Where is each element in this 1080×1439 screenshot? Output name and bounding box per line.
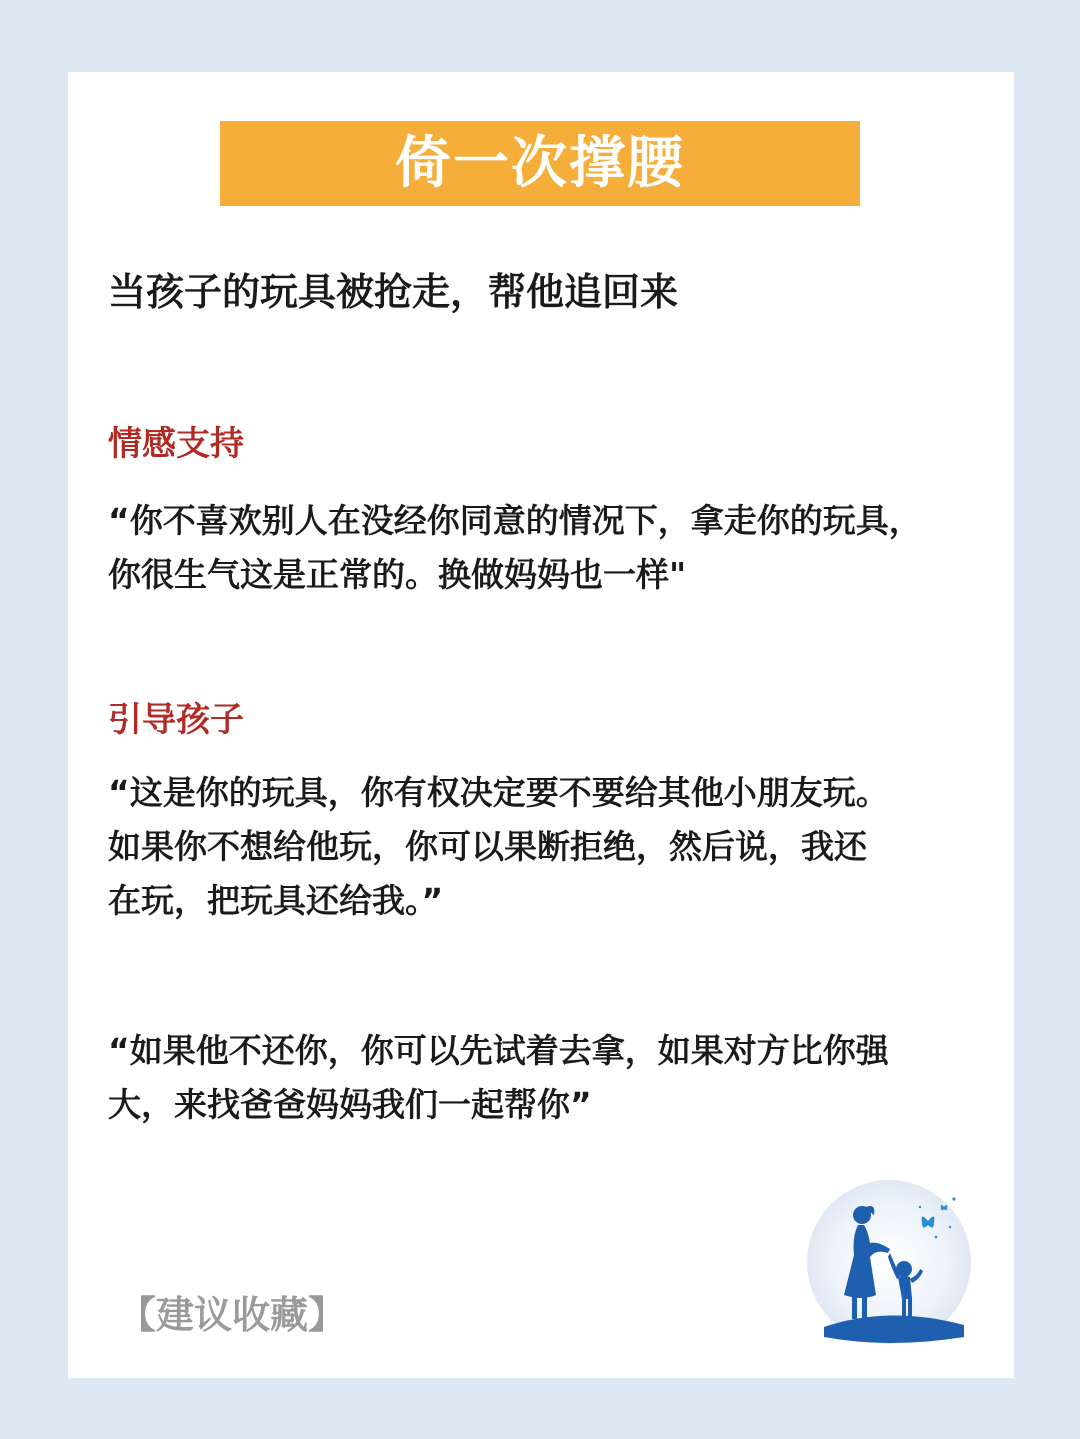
bookmark-suggestion: 【建议收藏】 [118, 1293, 347, 1337]
quote-emotional-support [108, 494, 968, 602]
mother-child-silhouette-icon [804, 1177, 974, 1347]
section-heading-emotional-support: 情感支持 [108, 424, 244, 464]
content-card [68, 72, 1014, 1378]
section-heading-guide-child: 引导孩子 [108, 700, 244, 740]
quote-guide-child [108, 766, 968, 928]
quote-line: 在玩，把玩具还给我。” [108, 881, 444, 920]
quote-line: “如果他不还你，你可以先试着去拿，如果对方比你强 [108, 1031, 889, 1070]
quote-ask-for-help [108, 1024, 968, 1132]
title-banner [220, 121, 860, 206]
quote-line: 如果你不想给他玩，你可以果断拒绝，然后说，我还 [108, 827, 867, 866]
quote-line: 大，来找爸爸妈妈我们一起帮你” [108, 1085, 592, 1124]
quote-line: “这是你的玩具，你有权决定要不要给其他小朋友玩。 [108, 773, 889, 812]
quote-line: “你不喜欢别人在没经你同意的情况下，拿走你的玩具， [108, 501, 922, 540]
quote-line: 你很生气这是正常的。换做妈妈也一样" [108, 555, 687, 594]
banner-title: 倚一次撑腰 [395, 130, 685, 196]
subtitle: 当孩子的玩具被抢走，帮他追回来 [108, 270, 679, 314]
